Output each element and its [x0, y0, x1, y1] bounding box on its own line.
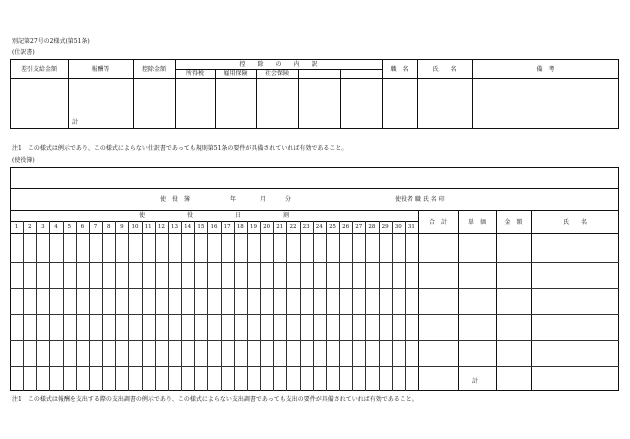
header-shakai-hoken: 社会保険	[264, 70, 289, 77]
day-number-21: 21	[276, 224, 284, 230]
shiekibo-month-label: 月	[260, 196, 267, 203]
day-number-9: 9	[120, 224, 124, 230]
day-number-26: 26	[342, 224, 350, 230]
day-number-1: 1	[14, 224, 19, 230]
day-number-19: 19	[249, 224, 257, 230]
header-tanka: 単 価	[467, 219, 486, 226]
shiekibo-period-label: 分	[285, 196, 292, 203]
shiyaku-note: 注1 この様式は例示であり、この様式によらない仕訳書であっても規則第51条の要件が具備されていれば有効であること。	[12, 145, 348, 152]
day-number-16: 16	[210, 224, 218, 230]
day-number-20: 20	[263, 224, 271, 230]
shiekibo-signatory: 使役者 職 氏 名 印	[395, 196, 445, 203]
day-number-8: 8	[106, 224, 111, 230]
shiyaku-section-label: (仕訳書)	[12, 49, 35, 56]
header-sashihiki: 差引支給金額	[20, 66, 57, 73]
shiekibo-title: 使 役 簿	[160, 196, 191, 203]
shiekibo-total-label: 計	[472, 378, 479, 385]
day-number-27: 27	[355, 224, 363, 230]
header-shimei: 氏 名	[562, 219, 587, 226]
col-divider	[458, 210, 459, 391]
day-number-18: 18	[236, 224, 244, 230]
day-number-6: 6	[80, 224, 85, 230]
col-divider	[418, 210, 419, 391]
body-row-divider	[10, 262, 619, 263]
day-number-31: 31	[407, 224, 415, 230]
day-number-3: 3	[41, 224, 45, 230]
col-divider	[531, 210, 532, 391]
day-number-25: 25	[328, 224, 336, 230]
shiekibo-section-label: (使役簿)	[12, 157, 35, 164]
body-row-divider	[10, 314, 619, 315]
day-number-17: 17	[223, 224, 231, 230]
day-number-7: 7	[93, 224, 98, 230]
body-row-divider	[10, 366, 619, 367]
day-number-2: 2	[27, 224, 32, 230]
day-number-11: 11	[144, 224, 152, 230]
header-koujo-total: 控除金額	[141, 66, 166, 73]
header-shotokuzei: 所得税	[185, 70, 204, 77]
day-number-30: 30	[394, 224, 402, 230]
header-shokumei: 職 名	[390, 66, 409, 73]
day-number-29: 29	[381, 224, 389, 230]
header-koyou-hoken: 雇用保険	[223, 70, 248, 77]
day-number-13: 13	[171, 224, 178, 230]
row-divider	[10, 188, 619, 189]
shiekibo-year-label: 年	[230, 196, 237, 203]
header-bikou: 備 考	[536, 66, 555, 73]
col-divider	[496, 210, 497, 391]
day-number-28: 28	[368, 224, 376, 230]
day-number-12: 12	[157, 224, 165, 230]
header-kingaku: 金 額	[504, 219, 523, 226]
day-number-14: 14	[184, 224, 192, 230]
body-row-divider	[10, 340, 619, 341]
day-number-15: 15	[197, 224, 205, 230]
header-koujo-breakdown: 控 除 の 内 訳	[239, 61, 318, 68]
row-divider	[10, 78, 619, 79]
header-goukei: 合 計	[428, 219, 447, 226]
body-row-divider	[10, 288, 619, 289]
day-number-22: 22	[289, 224, 297, 230]
row-divider	[10, 210, 619, 211]
day-number-5: 5	[67, 224, 71, 230]
day-number-10: 10	[131, 224, 139, 230]
header-shimei: 氏 名	[432, 66, 457, 73]
form-title: 別記第27号の2様式(第51条)	[12, 38, 90, 45]
header-houshu: 報酬等	[91, 66, 110, 73]
days-header: 使 役 日 割	[138, 212, 289, 219]
day-number-23: 23	[302, 224, 310, 230]
shiekibo-note: 注1 この様式は報酬を支出する際の支出調書の例示であり、この様式によらない支出調書であっても支出の要件が具備されていれば有効であること。	[12, 396, 418, 403]
day-number-24: 24	[315, 224, 323, 230]
shiyaku-total-label: 計	[72, 119, 79, 126]
row-divider	[10, 221, 418, 222]
day-number-4: 4	[54, 224, 58, 230]
